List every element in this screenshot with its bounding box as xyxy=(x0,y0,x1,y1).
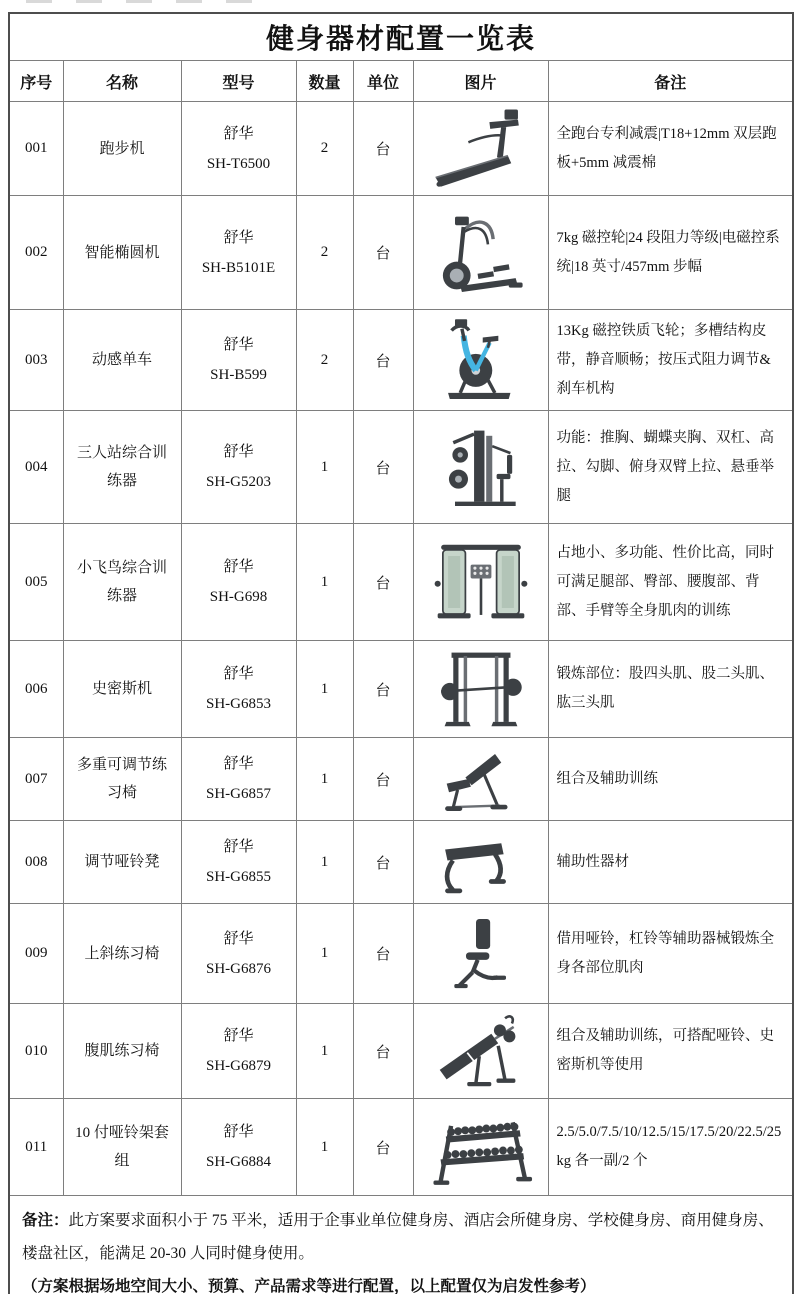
cell-image xyxy=(413,196,548,310)
cell-remark: 锻炼部位：股四头肌、股二头肌、肱三头肌 xyxy=(548,641,793,738)
table-row xyxy=(9,738,793,821)
cell-image xyxy=(413,1004,548,1099)
brand: 舒华 xyxy=(223,930,254,947)
table-row xyxy=(9,411,793,524)
cell-model xyxy=(181,641,296,738)
cell-no: 009 xyxy=(9,904,63,1004)
model-number: SH-G6855 xyxy=(205,869,271,885)
model-number: SH-B5101E xyxy=(201,259,276,276)
cell-image xyxy=(413,1099,548,1196)
cell-qty: 1 xyxy=(296,411,353,524)
cell-unit: 台 xyxy=(353,102,413,196)
spin-bike-image xyxy=(429,315,533,405)
cell-no: 010 xyxy=(9,1004,63,1099)
model-number: SH-G6857 xyxy=(205,786,271,802)
brand: 舒华 xyxy=(223,559,254,575)
table-row xyxy=(9,641,793,738)
cell-image xyxy=(413,738,548,821)
cell-image xyxy=(413,524,548,641)
cell-unit: 台 xyxy=(353,1004,413,1099)
adjustable-bench-image xyxy=(429,740,533,818)
cell-name: 智能椭圆机 xyxy=(63,196,181,310)
cell-remark: 2.5/5.0/7.5/10/12.5/15/17.5/20/22.5/25kg 各一副/2 个 xyxy=(548,1099,793,1196)
cell-qty: 2 xyxy=(296,196,353,310)
cell-model xyxy=(181,102,296,196)
cell-remark: 13Kg 磁控铁质飞轮；多槽结构皮带，静音顺畅；按压式阻力调节&刹车机构 xyxy=(548,310,793,411)
cell-remark: 组合及辅助训练，可搭配哑铃、史密斯机等使用 xyxy=(548,1004,793,1099)
cell-unit: 台 xyxy=(353,524,413,641)
cell-model xyxy=(181,1099,296,1196)
cell-name: 跑步机 xyxy=(63,102,181,196)
brand: 舒华 xyxy=(223,756,254,772)
cell-unit: 台 xyxy=(353,310,413,411)
column-header-qty: 数量 xyxy=(296,61,353,102)
upright-bench-image xyxy=(431,908,531,1000)
table-row xyxy=(9,1004,793,1099)
cell-qty: 1 xyxy=(296,904,353,1004)
model-number: SH-G6853 xyxy=(205,696,271,712)
cell-unit: 台 xyxy=(353,411,413,524)
cell-no: 006 xyxy=(9,641,63,738)
column-header-image: 图片 xyxy=(413,61,548,102)
brand: 舒华 xyxy=(223,1124,254,1140)
table-row xyxy=(9,196,793,310)
table-row xyxy=(9,821,793,904)
column-header-no: 序号 xyxy=(9,61,63,102)
treadmill-image xyxy=(429,107,533,191)
cell-model xyxy=(181,196,296,310)
cell-unit: 台 xyxy=(353,1099,413,1196)
cell-image xyxy=(413,102,548,196)
model-number: SH-G6876 xyxy=(205,960,271,977)
multi-gym-image xyxy=(429,417,533,517)
ab-bench-image xyxy=(429,1008,533,1094)
model-number: SH-G6879 xyxy=(205,1058,271,1074)
model-number: SH-G5203 xyxy=(205,474,271,490)
column-header-unit: 单位 xyxy=(353,61,413,102)
cell-model xyxy=(181,1004,296,1099)
equipment-table xyxy=(8,12,794,1294)
brand: 舒华 xyxy=(223,839,254,855)
brand: 舒华 xyxy=(223,229,254,246)
cell-no: 002 xyxy=(9,196,63,310)
cell-remark: 全跑台专利减震|T18+12mm 双层跑板+5mm 减震棉 xyxy=(548,102,793,196)
cell-name: 小飞鸟综合训练器 xyxy=(63,524,181,641)
cell-name: 10 付哑铃架套组 xyxy=(63,1099,181,1196)
cell-model xyxy=(181,524,296,641)
brand: 舒华 xyxy=(223,444,254,460)
model-number: SH-T6500 xyxy=(206,155,271,172)
cell-remark: 占地小、多功能、性价比高，同时可满足腿部、臀部、腰腹部、背部、手臂等全身肌肉的训练 xyxy=(548,524,793,641)
cell-qty: 1 xyxy=(296,738,353,821)
cell-remark: 辅助性器材 xyxy=(548,821,793,904)
cell-unit: 台 xyxy=(353,821,413,904)
cell-image xyxy=(413,821,548,904)
cell-no: 005 xyxy=(9,524,63,641)
table-header-row xyxy=(9,61,793,102)
cell-remark: 7kg 磁控轮|24 段阻力等级|电磁控系统|18 英寸/457mm 步幅 xyxy=(548,196,793,310)
cell-name: 多重可调节练习椅 xyxy=(63,738,181,821)
cell-qty: 1 xyxy=(296,821,353,904)
table-row xyxy=(9,310,793,411)
cell-name: 三人站综合训练器 xyxy=(63,411,181,524)
page-edge-artifact xyxy=(26,0,326,4)
cell-unit: 台 xyxy=(353,904,413,1004)
cell-image xyxy=(413,904,548,1004)
cell-name: 腹肌练习椅 xyxy=(63,1004,181,1099)
brand: 舒华 xyxy=(223,666,254,682)
cell-image xyxy=(413,310,548,411)
brand: 舒华 xyxy=(223,1028,254,1044)
cell-model xyxy=(181,904,296,1004)
table-title-row xyxy=(9,13,793,61)
footer-note-text: 此方案要求面积小于 75 平米，适用于企事业单位健身房、酒店会所健身房、学校健身房、商用健身房、楼盘社区，能满足 20-30 人同时健身使用。 xyxy=(22,1212,774,1262)
cell-no: 008 xyxy=(9,821,63,904)
column-header-name: 名称 xyxy=(63,61,181,102)
table-row xyxy=(9,102,793,196)
table-row xyxy=(9,524,793,641)
cell-no: 001 xyxy=(9,102,63,196)
cell-remark: 借用哑铃，杠铃等辅助器械锻炼全身各部位肌肉 xyxy=(548,904,793,1004)
cell-remark: 功能：推胸、蝴蝶夹胸、双杠、高拉、勾脚、俯身双臂上拉、悬垂举腿 xyxy=(548,411,793,524)
cell-no: 003 xyxy=(9,310,63,411)
brand: 舒华 xyxy=(223,125,254,142)
cell-model xyxy=(181,738,296,821)
column-header-model: 型号 xyxy=(181,61,296,102)
page-title: 健身器材配置一览表 xyxy=(9,13,793,61)
model-number: SH-G698 xyxy=(209,589,268,605)
model-number: SH-B599 xyxy=(210,367,267,383)
cell-model xyxy=(181,310,296,411)
footer-row xyxy=(9,1196,793,1294)
cell-qty: 1 xyxy=(296,524,353,641)
footer-note-line xyxy=(22,1204,780,1270)
cell-name: 上斜练习椅 xyxy=(63,904,181,1004)
cell-qty: 1 xyxy=(296,1099,353,1196)
table-row xyxy=(9,904,793,1004)
cell-model xyxy=(181,821,296,904)
footer-note-sub: （方案根据场地空间大小、预算、产品需求等进行配置，以上配置仅为启发性参考） xyxy=(22,1278,596,1294)
cell-remark: 组合及辅助训练 xyxy=(548,738,793,821)
functional-trainer-image xyxy=(429,530,533,634)
column-header-remark: 备注 xyxy=(548,61,793,102)
flat-bench-image xyxy=(429,823,533,901)
cell-no: 007 xyxy=(9,738,63,821)
cell-unit: 台 xyxy=(353,738,413,821)
cell-image xyxy=(413,411,548,524)
cell-qty: 2 xyxy=(296,310,353,411)
model-number: SH-G6884 xyxy=(205,1154,271,1170)
cell-qty: 1 xyxy=(296,641,353,738)
brand: 舒华 xyxy=(223,337,254,353)
cell-unit: 台 xyxy=(353,196,413,310)
cell-image xyxy=(413,641,548,738)
footer-note-label: 备注： xyxy=(22,1212,69,1229)
table-row xyxy=(9,1099,793,1196)
elliptical-image xyxy=(429,205,533,301)
cell-unit: 台 xyxy=(353,641,413,738)
cell-name: 动感单车 xyxy=(63,310,181,411)
cell-name: 史密斯机 xyxy=(63,641,181,738)
cell-qty: 1 xyxy=(296,1004,353,1099)
smith-machine-image xyxy=(429,643,533,735)
dumbbell-rack-image xyxy=(426,1103,536,1191)
cell-model xyxy=(181,411,296,524)
cell-name: 调节哑铃凳 xyxy=(63,821,181,904)
footer-notes xyxy=(9,1196,793,1294)
cell-no: 004 xyxy=(9,411,63,524)
cell-qty: 2 xyxy=(296,102,353,196)
cell-no: 011 xyxy=(9,1099,63,1196)
